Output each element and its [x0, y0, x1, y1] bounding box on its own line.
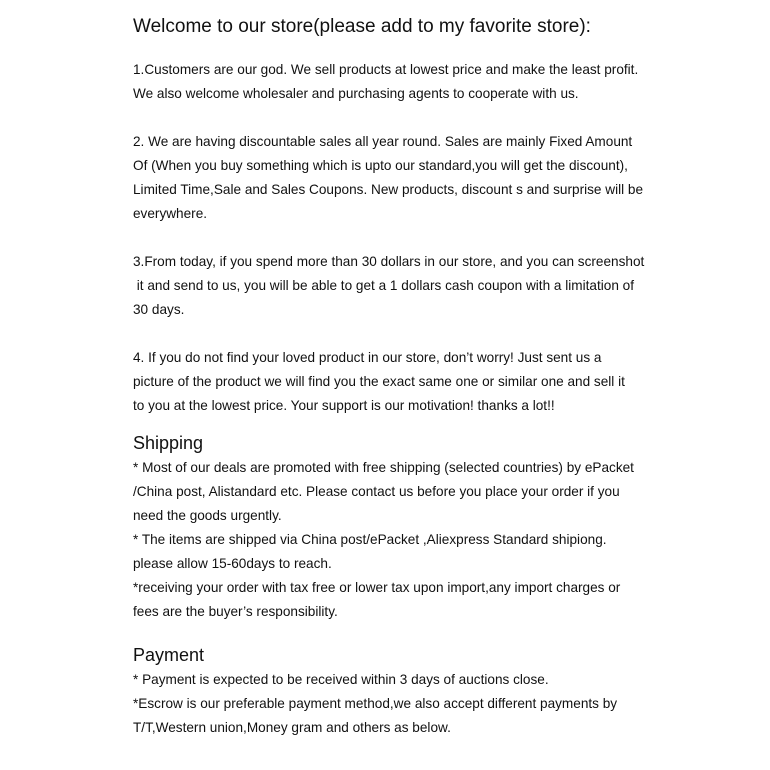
payment-line: *Escrow is our preferable payment method,we also accept different payments by: [133, 696, 618, 711]
point-2-line: everywhere.: [133, 206, 208, 221]
point-2-line: Of (When you buy something which is upto our standard,you will get the discount),: [133, 158, 628, 173]
point-4-line: 4. If you do not find your loved product in our store, don’t worry! Just sent us a: [133, 350, 602, 365]
welcome-title: Welcome to our store(please add to my favorite store):: [133, 16, 591, 37]
point-1-line: 1.Customers are our god. We sell products at lowest price and make the least profit.: [133, 62, 639, 77]
point-4-line: to you at the lowest price. Your support is our motivation! thanks a lot!!: [133, 398, 555, 413]
shipping-line: fees are the buyer’s responsibility.: [133, 604, 338, 619]
shipping-line: please allow 15-60days to reach.: [133, 556, 332, 571]
point-2-line: Limited Time,Sale and Sales Coupons. New products, discount s and surprise will be: [133, 182, 644, 197]
shipping-line: * The items are shipped via China post/ePacket ,Aliexpress Standard shipiong.: [133, 532, 607, 547]
payment-line: T/T,Western union,Money gram and others as below.: [133, 720, 451, 735]
point-3-line: it and send to us, you will be able to get a 1 dollars cash coupon with a limitation of: [133, 278, 634, 293]
shipping-heading: Shipping: [133, 433, 204, 453]
point-2: [133, 130, 763, 226]
shipping-line: *receiving your order with tax free or lower tax upon import,any import charges or: [133, 580, 621, 595]
shipping-line: * Most of our deals are promoted with free shipping (selected countries) by ePacket: [133, 460, 634, 475]
point-4-line: picture of the product we will find you the exact same one or similar one and sell it: [133, 374, 625, 389]
point-1-line: We also welcome wholesaler and purchasing agents to cooperate with us.: [133, 86, 579, 101]
point-1: [133, 58, 763, 106]
point-3-line: 3.From today, if you spend more than 30 dollars in our store, and you can screenshot: [133, 254, 645, 269]
point-4: [133, 346, 763, 418]
shipping-section: [133, 430, 763, 624]
payment-section: [133, 642, 763, 740]
payment-line: * Payment is expected to be received within 3 days of auctions close.: [133, 672, 549, 687]
shipping-line: need the goods urgently.: [133, 508, 282, 523]
point-3-line: 30 days.: [133, 302, 185, 317]
payment-heading: Payment: [133, 645, 205, 665]
point-2-line: 2. We are having discountable sales all year round. Sales are mainly Fixed Amount: [133, 134, 633, 149]
point-3: [133, 250, 763, 322]
store-notice: [133, 14, 763, 758]
shipping-line: /China post, Alistandard etc. Please contact us before you place your order if you: [133, 484, 620, 499]
